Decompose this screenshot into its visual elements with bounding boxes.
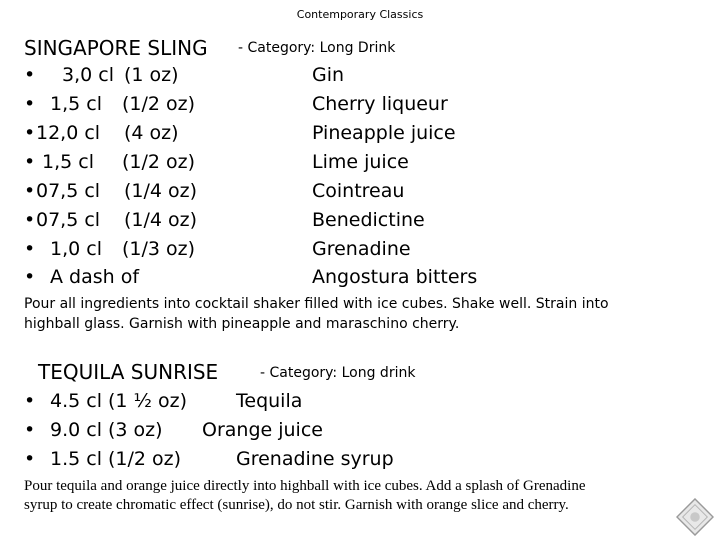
recipe-title-singapore-sling: SINGAPORE SLING: [24, 36, 208, 60]
ingredient-amount: 9.0 cl (3 oz): [50, 419, 163, 441]
bullet: •: [24, 238, 36, 260]
ingredient-amount: 3,0 cl: [62, 64, 114, 86]
ingredient-amount: 4.5 cl (1 ½ oz): [50, 390, 188, 412]
ingredient-oz: (1/4 oz): [124, 180, 198, 202]
bullet: •: [24, 419, 36, 441]
ingredient-oz: (4 oz): [124, 122, 179, 144]
ingredient-name: Grenadine syrup: [236, 448, 394, 470]
bullet: •: [24, 151, 36, 173]
bullet: •: [24, 209, 36, 231]
bullet: •: [24, 266, 36, 288]
instructions-line-1: Pour tequila and orange juice directly into highball with ice cubes. Add a splash of Grenadine: [24, 478, 586, 494]
bullet: •: [24, 122, 36, 144]
ingredient-name: Angostura bitters: [312, 266, 478, 288]
bullet: •: [24, 180, 36, 202]
ingredient-amount: 07,5 cl: [36, 209, 101, 231]
bullet: •: [24, 390, 36, 412]
page-header: Contemporary Classics: [296, 8, 424, 21]
instructions-line-1: Pour all ingredients into cocktail shaker filled with ice cubes. Shake well. Strain into: [24, 296, 609, 312]
ingredient-oz: (1/2 oz): [122, 151, 196, 173]
bullet: •: [24, 448, 36, 470]
ingredient-oz: (1/2 oz): [122, 93, 196, 115]
ingredient-name: Orange juice: [202, 419, 323, 441]
ingredient-name: Gin: [312, 64, 345, 86]
ingredient-name: Benedictine: [312, 209, 425, 231]
instructions-line-2: highball glass. Garnish with pineapple and maraschino cherry.: [24, 316, 460, 332]
ingredient-oz: (1/3 oz): [122, 238, 196, 260]
ingredient-amount: 07,5 cl: [36, 180, 101, 202]
ingredient-amount: 1,0 cl: [50, 238, 102, 260]
ingredient-name: Tequila: [236, 390, 303, 412]
bullet: •: [24, 64, 36, 86]
ingredient-name: Cointreau: [312, 180, 405, 202]
watermark-logo-icon: [676, 498, 714, 536]
ingredient-amount: 12,0 cl: [36, 122, 101, 144]
recipe-title-tequila-sunrise: TEQUILA SUNRISE: [38, 360, 219, 384]
ingredient-name: Grenadine: [312, 238, 411, 260]
ingredient-name: Lime juice: [312, 151, 409, 173]
bullet: •: [24, 93, 36, 115]
ingredient-name: Cherry liqueur: [312, 93, 448, 115]
ingredient-amount: A dash of: [50, 266, 140, 288]
ingredient-amount: 1.5 cl (1/2 oz): [50, 448, 182, 470]
ingredient-oz: (1/4 oz): [124, 209, 198, 231]
ingredient-name: Pineapple juice: [312, 122, 456, 144]
ingredient-amount: 1,5 cl: [42, 151, 94, 173]
ingredient-oz: (1 oz): [124, 64, 179, 86]
category-tequila-sunrise: - Category: Long drink: [260, 365, 416, 381]
category-singapore-sling: - Category: Long Drink: [238, 40, 396, 56]
ingredient-amount: 1,5 cl: [50, 93, 102, 115]
instructions-line-2: syrup to create chromatic effect (sunrise), do not stir. Garnish with orange slice and cherry.: [24, 497, 569, 513]
